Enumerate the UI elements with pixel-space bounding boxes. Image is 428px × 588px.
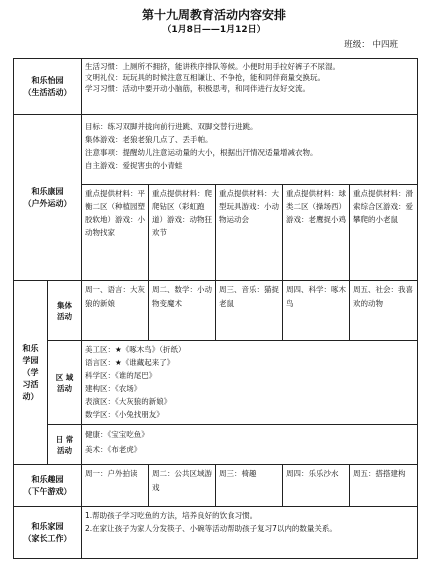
outdoor-line: 集体游戏：老狼老狼几点了、丢手帕。	[85, 135, 213, 144]
life-line: 生活习惯：上厕所不拥挤，能讲秩序排队等候。小便时用手拉好裤子不尿湿。	[85, 62, 340, 71]
play-day-2: 周二：公共区域游戏	[149, 465, 216, 507]
life-line: 学习习惯：活动中要开动小脑筋，积极思考，和同伴进行友好交流。	[85, 84, 310, 93]
home-line: 1.帮助孩子学习吃鱼的方法，培养良好的饮食习惯。	[85, 511, 258, 520]
outdoor-day-2: 重点提供材料：爬爬钻区（彩虹跑道）游戏：动物狂欢节	[149, 185, 216, 281]
area-item: 表演区：《大灰狼的新娘》	[85, 397, 172, 406]
life-line: 文明礼仪：玩玩具的时候注意互相谦让、不争抢，能和同伴商量交换玩。	[85, 73, 325, 82]
home-row	[14, 507, 418, 559]
group-day-4: 周四、科学：啄木鸟	[283, 281, 350, 341]
group-day-2: 周二、数学：小动物变魔术	[149, 281, 216, 341]
play-day-5: 周五：搭搭建构	[350, 465, 418, 507]
play-section-label: 和乐趣园 （下午游戏）	[14, 465, 82, 507]
daily-activity-row	[14, 425, 418, 465]
daily-activity-label: 日 常 活动	[48, 425, 82, 465]
area-item: 美工区：★《啄木鸟》（折纸）	[85, 345, 186, 354]
outdoor-line: 目标：练习双脚并拢向前行进跳、双脚交替行进跳。	[85, 122, 258, 131]
page-title: 第十九周教育活动内容安排	[141, 8, 286, 22]
outdoor-section-label: 和乐康园 （户外运动）	[14, 115, 82, 281]
area-item: 数学区：《小兔找朋友》	[85, 410, 164, 419]
daily-item: 健康：《宝宝吃鱼》	[85, 430, 149, 439]
play-day-3: 周三：椅趣	[216, 465, 283, 507]
group-activity-label: 集体 活动	[48, 281, 82, 341]
life-section-label: 和乐怡园 （生活活动）	[14, 59, 82, 115]
group-day-1: 周一、语言：大灰狼的新娘	[82, 281, 149, 341]
outdoor-line: 自主游戏：爱捉害虫的小青蛙	[85, 161, 183, 170]
area-item: 科学区：《谁的尾巴》	[85, 371, 157, 380]
class-info	[344, 38, 398, 50]
life-content	[82, 59, 418, 115]
outdoor-day-4: 重点提供材料：球类二区（操场西）游戏：老鹰捉小鸡	[283, 185, 350, 281]
daily-activity-content	[82, 425, 418, 465]
home-line: 2.在家让孩子为家人分发筷子、小碗等活动帮助孩子复习7以内的数量关系。	[85, 524, 337, 533]
area-item: 建构区：《农场》	[85, 384, 142, 393]
play-day-1: 周一：户外拍读	[82, 465, 149, 507]
area-activity-label: 区 域 活动	[48, 341, 82, 425]
outdoor-line: 注意事项：提醒幼儿注意运动量的大小，根据出汗情况适量增减衣物。	[85, 148, 318, 157]
schedule-table	[13, 58, 418, 559]
daily-item: 美术：《布老虎》	[85, 445, 142, 454]
group-day-3: 周三、音乐：猫捉老鼠	[216, 281, 283, 341]
class-value: 中四班	[372, 40, 398, 50]
outdoor-day-3: 重点提供材料：大型玩具游戏：小动物运动会	[216, 185, 283, 281]
home-section-label: 和乐家园 （家长工作）	[14, 507, 82, 559]
outdoor-row	[14, 115, 418, 185]
play-row	[14, 465, 418, 507]
study-section-label: 和乐 学园 （学 习活 动）	[14, 281, 48, 465]
home-content	[82, 507, 418, 559]
area-activity-content	[82, 341, 418, 425]
group-activity-row	[14, 281, 418, 341]
area-activity-row	[14, 341, 418, 425]
area-item: 语言区：★《谁藏起来了》	[85, 358, 175, 367]
class-label: 班级：	[344, 40, 370, 50]
date-range: （1月8日——1月12日）	[162, 25, 266, 35]
outdoor-day-1: 重点提供材料：平衡二区（种植园塑胶软地）游戏：小动物找家	[82, 185, 149, 281]
outdoor-day-5: 重点提供材料：滑索综合区游戏：爱攀爬的小老鼠	[350, 185, 418, 281]
group-day-5: 周五、社会：我喜欢的动物	[350, 281, 418, 341]
life-row	[14, 59, 418, 115]
play-day-4: 周四：乐乐沙水	[283, 465, 350, 507]
outdoor-content	[82, 115, 418, 185]
